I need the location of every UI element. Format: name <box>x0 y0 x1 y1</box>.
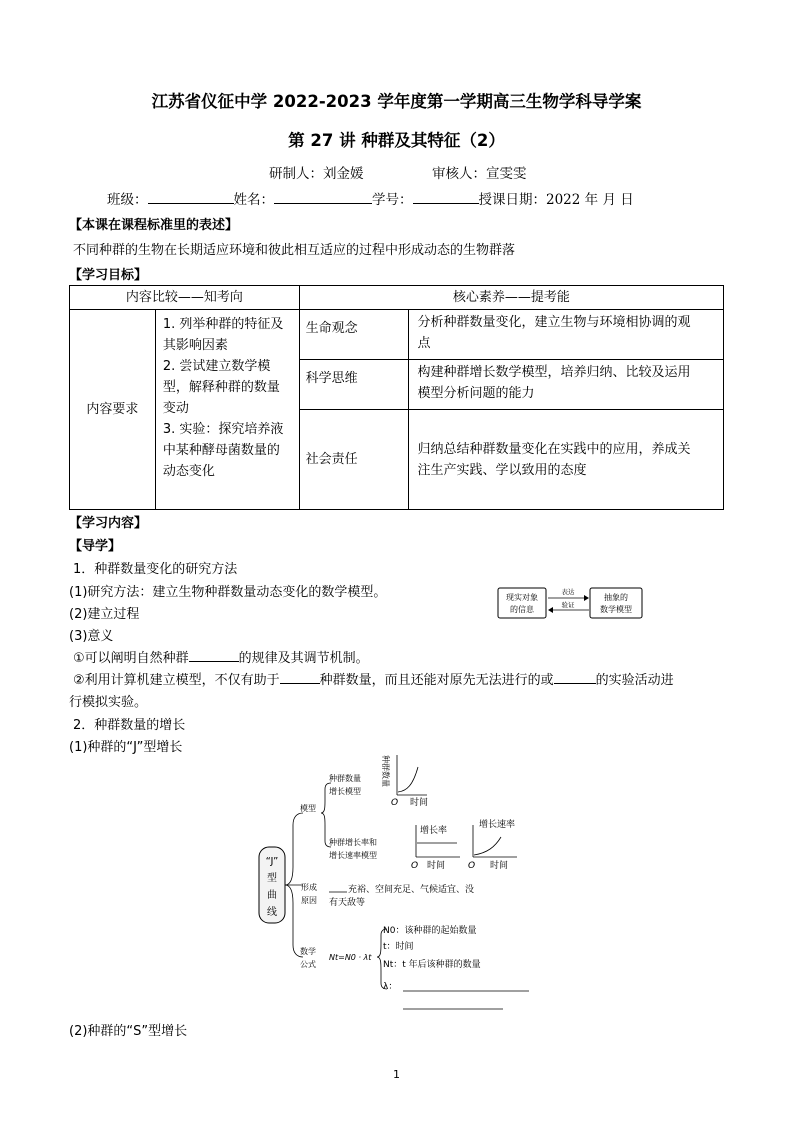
fill-blank[interactable] <box>280 669 320 684</box>
class-label: 班级： <box>107 192 148 208</box>
content-heading: 【学习内容】 <box>69 516 148 531</box>
fill-blank[interactable] <box>554 669 596 684</box>
section-1-3b-cont: 行模拟实验。 <box>69 695 148 710</box>
author-label: 研制人： <box>269 166 323 182</box>
box-left-line2: 的信息 <box>510 605 534 614</box>
content-line: 3. 实验：探究培养液 <box>162 422 284 437</box>
text-span: 的规律及其调节机制。 <box>238 651 369 666</box>
literacy-desc <box>409 410 724 510</box>
graph3-curve <box>474 837 501 855</box>
formula-text: Nt=N0 · λt <box>329 953 372 962</box>
section-1-3: (3)意义 <box>69 629 114 644</box>
arrow-verify-label: 验证 <box>561 601 575 609</box>
var-nt: Nt：t 年后该种群的数量 <box>383 960 481 970</box>
goals-col2-header: 核心素养——提考能 <box>299 286 723 310</box>
reviewer-name: 宣雯雯 <box>486 166 527 182</box>
section-2-title: 2．种群数量的增长 <box>73 718 186 733</box>
model1-line2: 增长模型 <box>329 787 361 796</box>
graph3-origin: O <box>468 861 476 871</box>
literacy-desc <box>409 360 724 410</box>
graph1-origin: O <box>391 798 399 808</box>
date-label: 授课日期： <box>478 192 546 208</box>
text-span: ②利用计算机建立模型，不仅有助于 <box>73 673 280 688</box>
section-2-1: (1)种群的“J”型增长 <box>69 740 183 755</box>
model2-line1: 种群增长率和 <box>329 838 377 847</box>
name-field[interactable] <box>274 189 372 204</box>
model2-line2: 增长速率模型 <box>329 851 377 860</box>
branch-reason-line1: 形成 <box>301 883 317 892</box>
content-line: 1. 列举种群的特征及 <box>162 317 284 332</box>
literacy-desc-line: 构建种群增长数学模型，培养归纳、比较及运用 <box>417 365 691 380</box>
goals-table <box>69 285 724 510</box>
var-t: t：时间 <box>383 942 414 952</box>
literacy-desc-line: 注生产实践、学以致用的态度 <box>417 462 587 478</box>
class-field[interactable] <box>148 189 234 204</box>
content-line: 2. 尝试建立数学模 <box>162 359 271 374</box>
literacy-name: 生命观念 <box>299 310 409 360</box>
literacy-desc-line: 模型分析问题的能力 <box>417 386 535 401</box>
content-line: 其影响因素 <box>162 338 228 353</box>
section-1-3b <box>73 669 674 688</box>
reviewer-label: 审核人： <box>432 166 486 182</box>
standard-heading: 【本课在课程标准里的表述】 <box>69 218 239 233</box>
number-label: 学号： <box>372 192 413 208</box>
text-span: ①可以阐明自然种群 <box>73 651 189 666</box>
box-right-line2: 数学模型 <box>600 605 632 614</box>
var-n0: N0：该种群的起始数量 <box>383 926 477 936</box>
graph1-x-label: 时间 <box>410 798 429 808</box>
lesson-title: 第 27 讲 种群及其特征（2） <box>288 131 505 150</box>
graph2-x-label: 时间 <box>427 861 446 871</box>
section-1-title: 1．种群数量变化的研究方法 <box>73 562 238 577</box>
name-label: 姓名： <box>233 192 274 208</box>
literacy-desc-line: 分析种群数量变化，建立生物与环境相协调的观 <box>417 315 691 330</box>
literacy-name: 科学思维 <box>299 360 409 410</box>
section-1-3a <box>73 647 369 666</box>
branch-formula-line2: 公式 <box>300 960 316 969</box>
graph2-y-label: 增长率 <box>420 826 448 836</box>
root-label-2: 型 <box>267 873 277 884</box>
literacy-desc-line: 归纳总结种群数量变化在实践中的应用，养成关 <box>417 441 691 457</box>
page-number: 1 <box>393 1068 400 1081</box>
author-line <box>269 162 364 182</box>
standard-text: 不同种群的生物在长期适应环境和彼此相互适应的过程中形成动态的生物群落 <box>73 243 516 258</box>
content-line: 动态变化 <box>162 464 215 479</box>
content-line: 中某种酵母菌数量的 <box>162 443 280 458</box>
content-line: 变动 <box>162 401 189 416</box>
j-curve-diagram <box>255 745 555 1015</box>
root-label-1: “J” <box>265 856 279 867</box>
model1-line1: 种群数量 <box>329 774 361 783</box>
arrow-express-label: 表达 <box>561 588 575 596</box>
document-title: 江苏省仪征中学 2022-2023 学年度第一学期高三生物学科导学案 <box>151 92 642 111</box>
express-arrowhead <box>584 595 589 601</box>
content-requirement-label: 内容要求 <box>70 310 156 510</box>
graph3-y-label: 增长速率 <box>479 820 516 830</box>
number-field[interactable] <box>413 189 479 204</box>
literacy-desc-line: 点 <box>417 336 431 351</box>
brace-upper <box>285 813 303 885</box>
box-right-line1: 抽象的 <box>604 593 628 602</box>
root-label-3: 曲 <box>267 890 277 901</box>
goals-heading: 【学习目标】 <box>69 268 148 283</box>
graph1-j-curve <box>398 767 418 792</box>
process-diagram <box>496 582 646 624</box>
box-left-line1: 现实对象 <box>506 593 538 602</box>
verify-arrowhead <box>548 607 553 613</box>
literacy-desc <box>409 310 724 360</box>
text-span: 的实验活动进 <box>595 673 674 688</box>
text-span: 种群数量，而且还能对原先无法进行的或 <box>319 673 554 688</box>
branch-formula-line1: 数学 <box>300 947 316 956</box>
section-2-2: (2)种群的“S”型增长 <box>69 1024 188 1039</box>
root-label-4: 线 <box>267 907 277 918</box>
section-1-1: (1)研究方法：建立生物种群数量动态变化的数学模型。 <box>69 585 387 600</box>
graph2-origin: O <box>411 861 419 871</box>
reason-text-line2: 有天敌等 <box>329 898 366 908</box>
author-name: 刘金媛 <box>323 166 364 182</box>
branch-model-label: 模型 <box>300 804 316 813</box>
content-line: 型，解释种群的数量 <box>162 380 280 395</box>
goals-col1-header: 内容比较——知考向 <box>70 286 300 310</box>
var-lambda: λ： <box>383 982 398 992</box>
graph1-y-label: 种群数量 <box>381 755 390 787</box>
section-1-2: (2)建立过程 <box>69 607 140 622</box>
reviewer-line <box>432 162 527 182</box>
fill-blank[interactable] <box>189 647 239 662</box>
reason-text-line1: 充裕、空间充足、气候适宜、没 <box>348 885 475 895</box>
guide-heading: 【导学】 <box>69 539 122 554</box>
branch-reason-line2: 原因 <box>301 896 317 905</box>
literacy-name: 社会责任 <box>299 410 409 510</box>
content-requirements <box>155 310 299 510</box>
student-info-line <box>107 188 634 208</box>
graph3-x-label: 时间 <box>490 861 509 871</box>
date-value: 2022 年 月 日 <box>546 192 634 208</box>
